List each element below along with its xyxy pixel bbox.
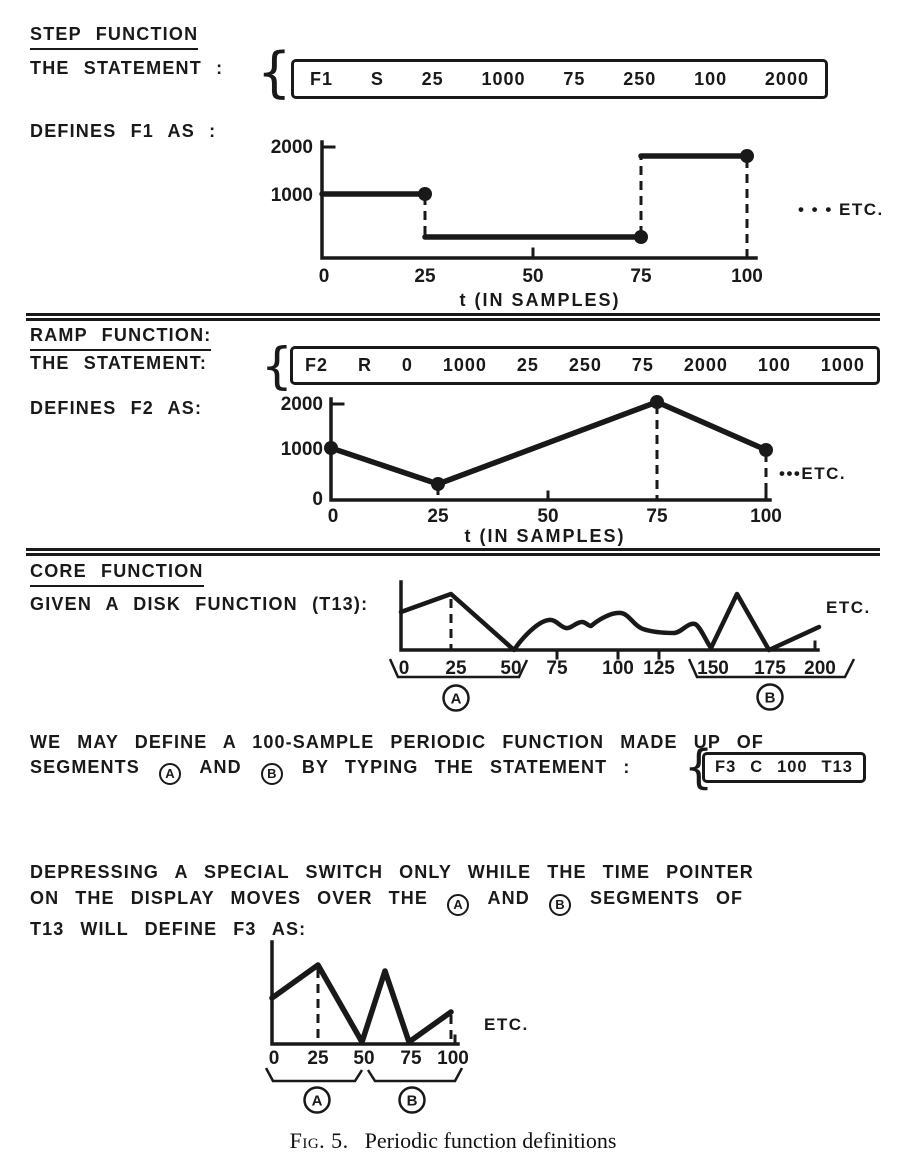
core-xtick-label: 25 xyxy=(445,658,467,679)
figure-caption xyxy=(0,1128,906,1154)
statement-token: C xyxy=(750,758,764,776)
f3-xtick-label: 100 xyxy=(437,1048,469,1069)
ramp-xtick-label: 75 xyxy=(646,506,668,527)
core-xtick-label: 200 xyxy=(804,658,836,679)
f3-xtick-label: 50 xyxy=(353,1048,375,1069)
ramp-xtick-label: 25 xyxy=(427,506,449,527)
core-xtick-label: 100 xyxy=(602,658,634,679)
core-curve xyxy=(401,594,819,650)
step-section-title-text: STEP FUNCTION xyxy=(30,24,198,50)
core-xtick-label: 125 xyxy=(643,658,675,679)
f3-segment-a-brace xyxy=(266,1068,362,1081)
paragraph-text: SEGMENTS OF xyxy=(590,888,744,908)
step-point xyxy=(740,149,754,163)
ramp-ytick-label: 2000 xyxy=(280,394,323,415)
f3-segment-a-letter: A xyxy=(311,1092,323,1110)
paragraph-text: SEGMENTS xyxy=(30,757,140,777)
f3-segment-b-letter: B xyxy=(406,1092,418,1110)
ramp-ytick-label: 1000 xyxy=(280,439,323,460)
ramp-point xyxy=(759,443,773,457)
step-point xyxy=(634,230,648,244)
statement-token: 100 xyxy=(694,68,728,89)
ramp-point xyxy=(324,441,338,455)
step-axes xyxy=(322,142,756,258)
statement-token: 250 xyxy=(623,68,657,89)
segment-a-badge: A xyxy=(447,894,469,916)
step-statement-brace: { xyxy=(257,41,292,104)
ramp-point xyxy=(650,395,664,409)
f3-xtick-label: 25 xyxy=(307,1048,329,1069)
step-ytick-label: 2000 xyxy=(270,137,313,158)
step-etc-annotation: • • • ETC. xyxy=(798,200,884,219)
step-chart xyxy=(271,137,884,310)
statement-token: 0 xyxy=(401,355,413,375)
core-xtick-label: 175 xyxy=(754,658,786,679)
core-etc-annotation: ETC. xyxy=(826,598,871,617)
statement-token: 100 xyxy=(777,758,808,776)
statement-token: 1000 xyxy=(481,68,526,89)
segment-a-letter: A xyxy=(450,690,462,708)
statement-token: 25 xyxy=(421,68,444,89)
segment-a-badge: A xyxy=(159,763,181,785)
f3-xtick-label: 0 xyxy=(268,1048,280,1069)
ramp-xaxis-label: t (IN SAMPLES) xyxy=(464,526,626,546)
ramp-point xyxy=(431,477,445,491)
step-xaxis-label: t (IN SAMPLES) xyxy=(459,290,621,310)
statement-token: S xyxy=(370,68,384,89)
ramp-line xyxy=(331,402,766,484)
segment-b-letter: B xyxy=(764,689,776,707)
f3-xtick-label: 75 xyxy=(400,1048,422,1069)
core-xtick-label: 150 xyxy=(697,658,729,679)
statement-token: 1000 xyxy=(442,355,487,375)
paragraph-line: DEPRESSING A SPECIAL SWITCH ONLY WHILE THE TIME POINTER xyxy=(30,862,754,882)
statement-token: 250 xyxy=(568,355,602,375)
statement-token: R xyxy=(357,355,372,375)
paragraph-text: ON THE DISPLAY MOVES OVER THE xyxy=(30,888,428,908)
core-section-title-text: CORE FUNCTION xyxy=(30,561,204,587)
segment-b-badge: B xyxy=(261,763,283,785)
segment-b-badge: B xyxy=(549,894,571,916)
f3-etc-annotation: ETC. xyxy=(484,1015,529,1034)
core-given-label: GIVEN A DISK FUNCTION (T13): xyxy=(30,594,369,614)
figure-caption-title: Periodic function definitions xyxy=(364,1128,617,1153)
figure-caption-label: Fig. 5. xyxy=(289,1128,349,1153)
statement-token: 25 xyxy=(516,355,539,375)
ramp-statement-label: THE STATEMENT: xyxy=(30,353,208,373)
statement-token: 100 xyxy=(757,355,791,375)
f3-curve xyxy=(272,965,451,1042)
statement-token: F3 xyxy=(715,758,737,776)
statement-token: F2 xyxy=(305,355,329,375)
paragraph-text: AND xyxy=(487,888,530,908)
ramp-axes xyxy=(331,399,770,500)
step-defines-label: DEFINES F1 AS : xyxy=(30,121,217,141)
f3-segment-b-brace xyxy=(368,1068,462,1081)
statement-token: T13 xyxy=(821,758,853,776)
statement-token: F1 xyxy=(310,68,334,89)
ramp-etc-annotation: •••ETC. xyxy=(779,464,847,483)
ramp-ytick-label: 0 xyxy=(312,489,323,510)
step-xtick-label: 75 xyxy=(630,266,652,287)
paragraph-text: BY TYPING THE STATEMENT : xyxy=(301,757,631,777)
step-point xyxy=(418,187,432,201)
ramp-chart xyxy=(281,394,846,546)
ramp-defines-label: DEFINES F2 AS: xyxy=(30,398,203,418)
step-xtick-label: 50 xyxy=(522,266,544,287)
ramp-xtick-label: 50 xyxy=(537,506,559,527)
step-ytick-label: 1000 xyxy=(270,185,313,206)
f3-statement-brace: { xyxy=(684,740,714,794)
step-statement-label: THE STATEMENT : xyxy=(30,58,224,78)
ramp-statement-brace: { xyxy=(261,337,293,395)
step-xtick-label: 0 xyxy=(318,266,330,287)
step-xtick-label: 100 xyxy=(731,266,763,287)
statement-token: 2000 xyxy=(764,68,809,89)
paragraph-text: AND xyxy=(199,757,242,777)
core-xtick-label: 0 xyxy=(398,658,410,679)
statement-token: 1000 xyxy=(820,355,865,375)
ramp-section-title-text: RAMP FUNCTION: xyxy=(30,325,211,351)
ramp-xtick-label: 100 xyxy=(750,506,782,527)
step-xtick-label: 25 xyxy=(414,266,436,287)
core-xtick-label: 75 xyxy=(546,658,568,679)
statement-token: 2000 xyxy=(683,355,728,375)
paragraph-line: WE MAY DEFINE A 100-SAMPLE PERIODIC FUNCTION MADE UP OF xyxy=(30,732,764,752)
paragraph-line: T13 WILL DEFINE F3 AS: xyxy=(30,919,307,939)
core-xtick-label: 50 xyxy=(500,658,522,679)
statement-token: 75 xyxy=(631,355,654,375)
f3-chart xyxy=(266,942,529,1113)
statement-token: 75 xyxy=(563,68,586,89)
core-chart xyxy=(390,582,871,711)
ramp-xtick-label: 0 xyxy=(327,506,339,527)
